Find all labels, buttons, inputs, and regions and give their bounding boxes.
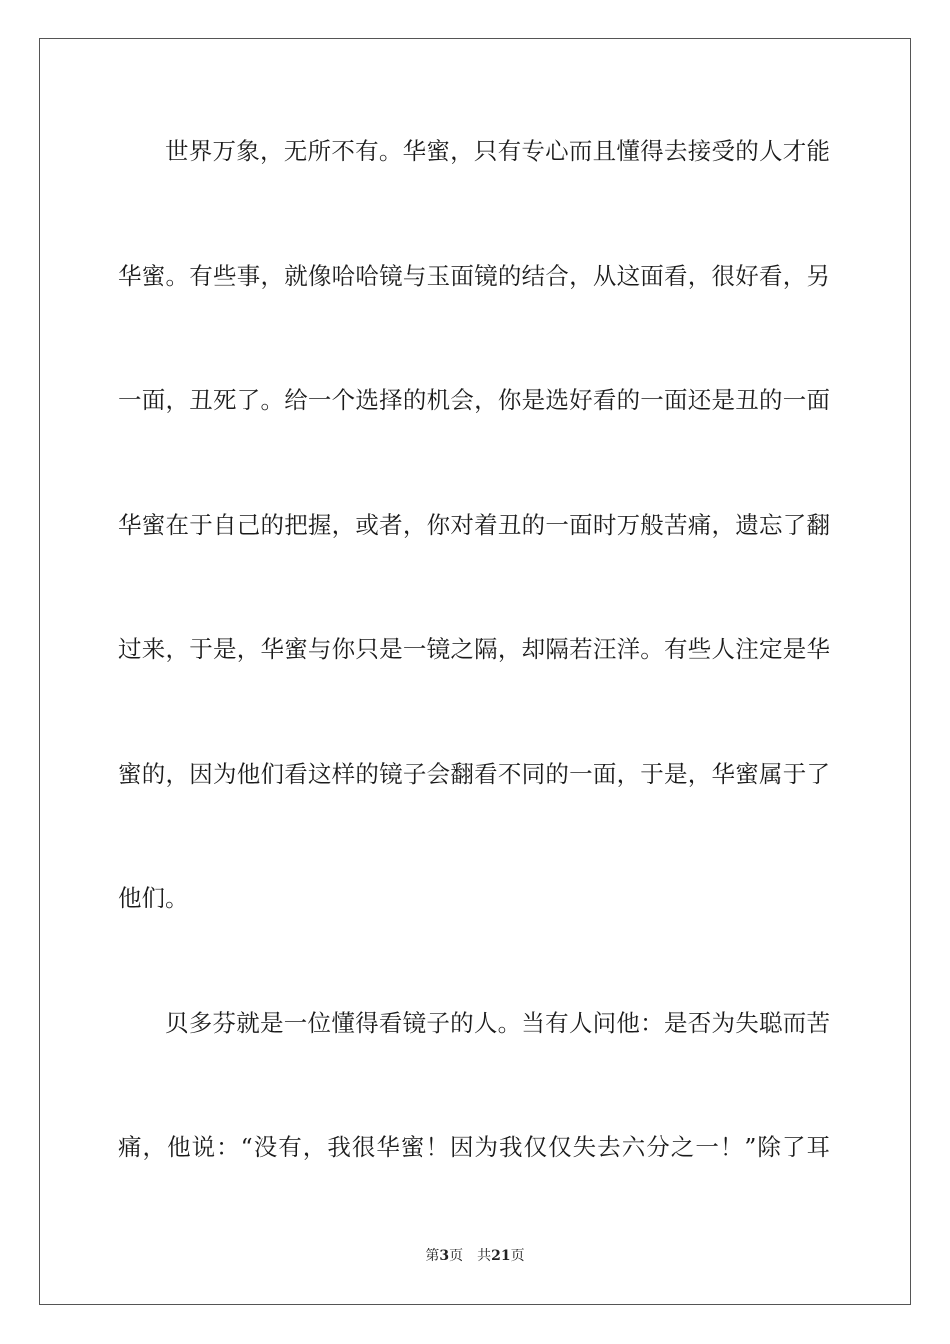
total-page-number: 21 <box>491 1248 511 1264</box>
page-footer <box>0 1246 950 1266</box>
paragraph-2-line-2: 痛，他说：“没有，我很华蜜！因为我仅仅失去六分之一！”除了耳 <box>118 1133 830 1161</box>
total-suffix: 页 <box>510 1248 525 1264</box>
total-prefix: 共 <box>477 1248 492 1264</box>
current-page-number: 3 <box>439 1248 450 1264</box>
paragraph-1-line-7: 他们。 <box>118 884 189 912</box>
paragraph-1-line-3: 一面，丑死了。给一个选择的机会，你是选好看的一面还是丑的一面 <box>118 386 830 414</box>
page-prefix: 第 <box>425 1248 440 1264</box>
paragraph-2-line-1: 贝多芬就是一位懂得看镜子的人。当有人问他：是否为失聪而苦 <box>165 1009 830 1037</box>
page-frame <box>39 38 911 1305</box>
paragraph-1-line-6: 蜜的，因为他们看这样的镜子会翻看不同的一面，于是，华蜜属于了 <box>118 760 830 788</box>
paragraph-1-line-1: 世界万象，无所不有。华蜜，只有专心而且懂得去接受的人才能 <box>165 137 830 165</box>
page-suffix: 页 <box>449 1248 464 1264</box>
paragraph-1-line-5: 过来，于是，华蜜与你只是一镜之隔，却隔若汪洋。有些人注定是华 <box>118 635 830 663</box>
paragraph-1-line-4: 华蜜在于自己的把握，或者，你对着丑的一面时万般苦痛，遗忘了翻 <box>118 511 830 539</box>
paragraph-1-line-2: 华蜜。有些事，就像哈哈镜与玉面镜的结合，从这面看，很好看，另 <box>118 262 830 290</box>
